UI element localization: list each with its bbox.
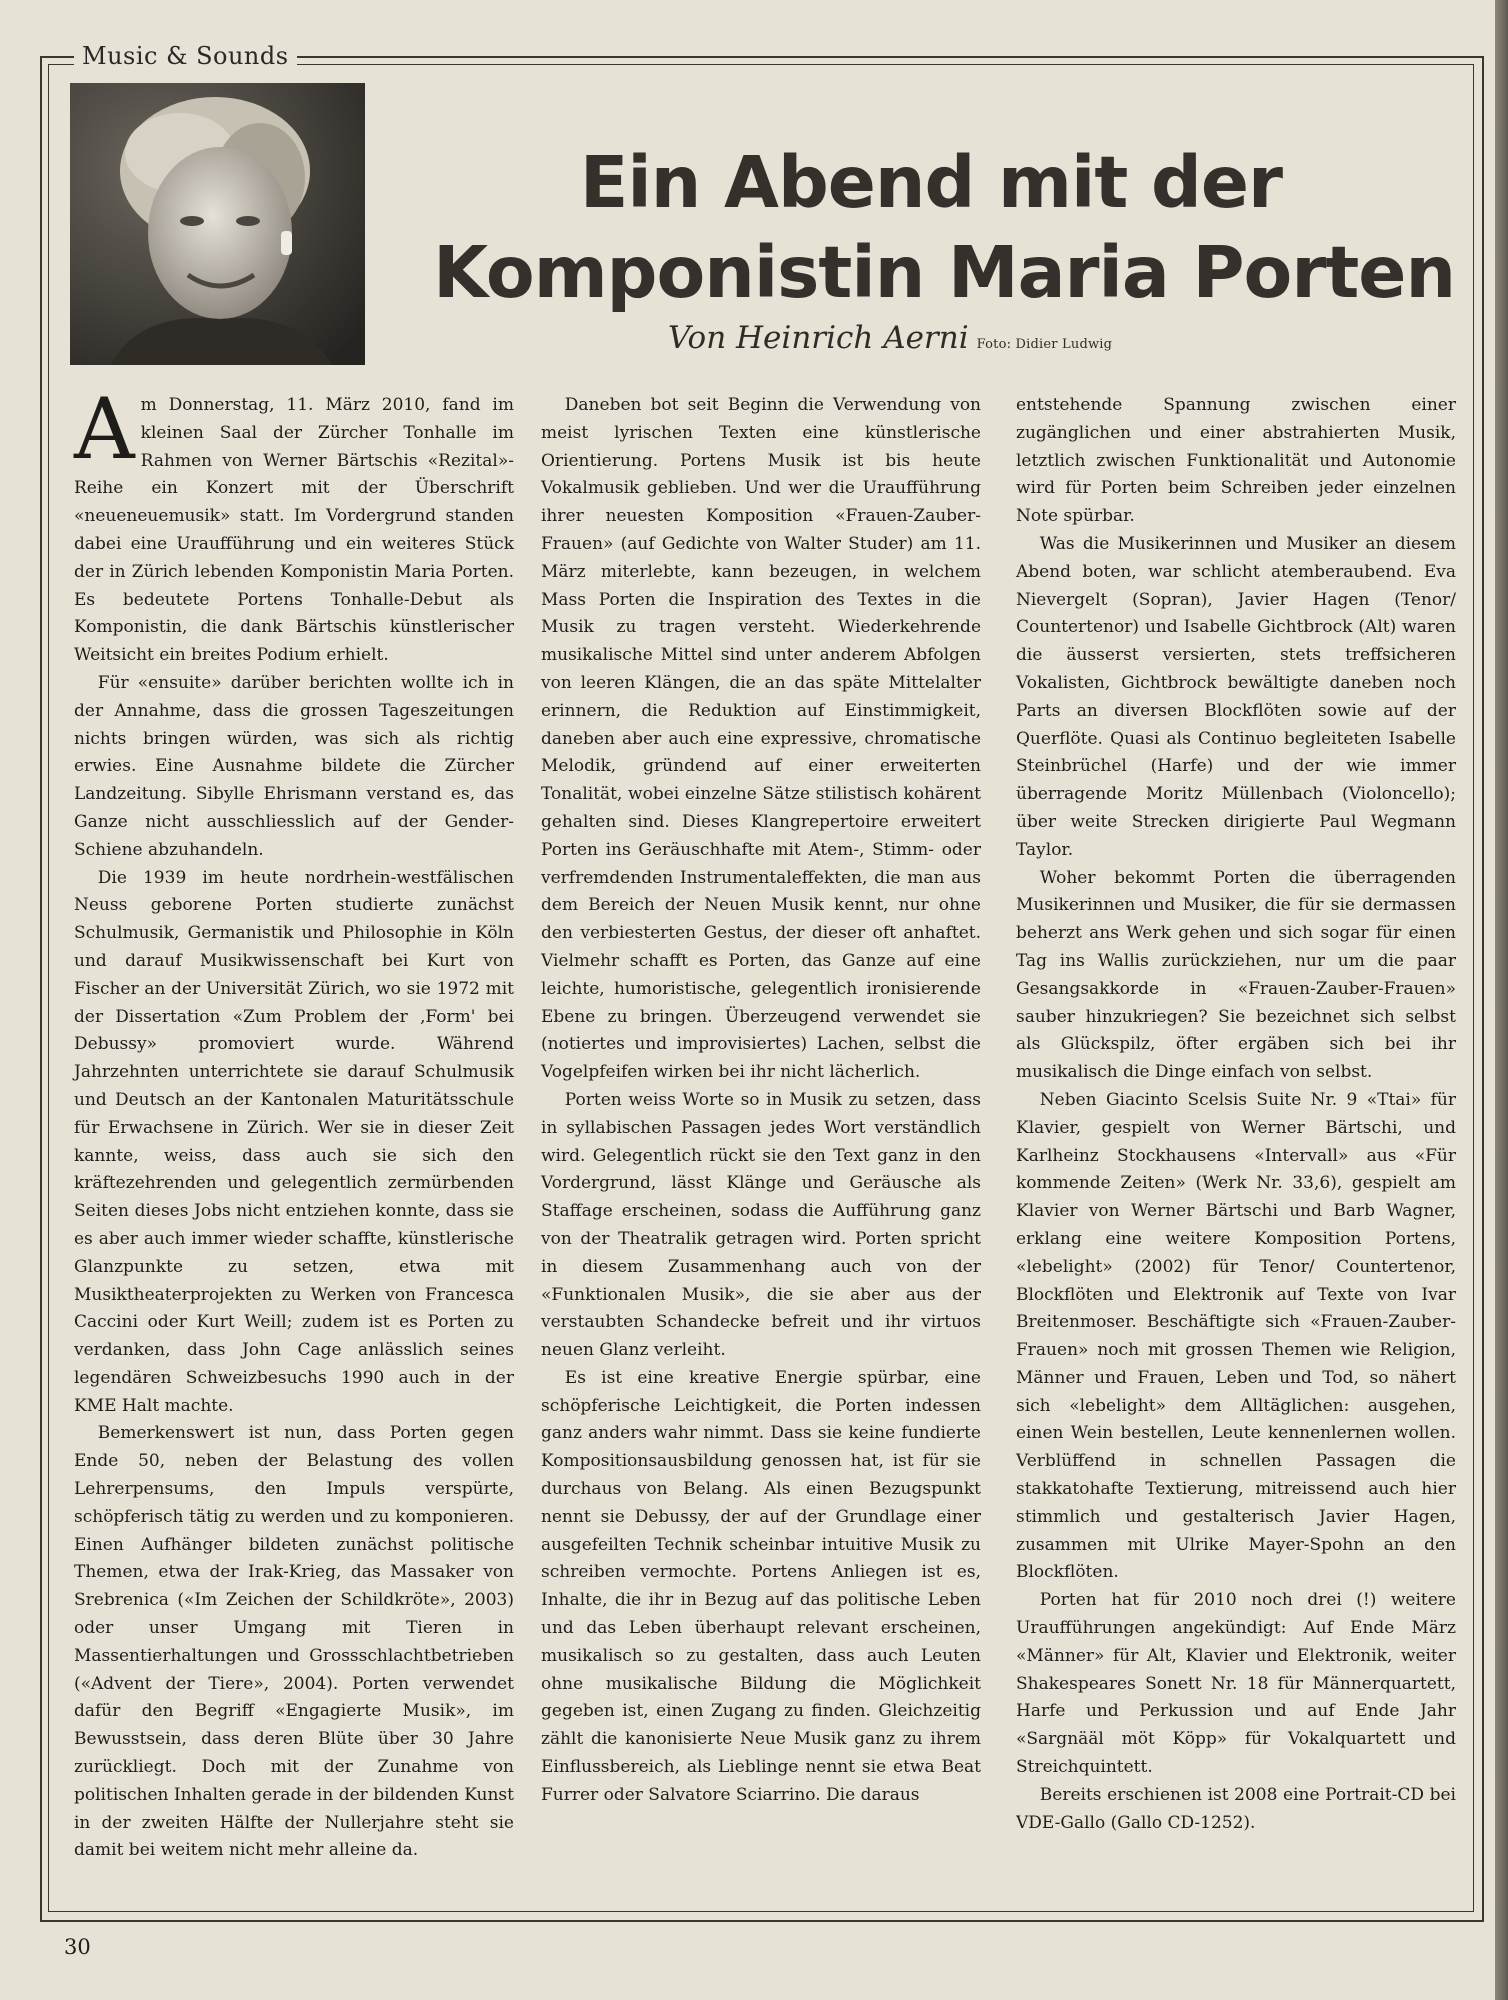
paragraph: Bereits erschienen ist 2008 eine Portrait-CD bei VDE-Gallo (Gallo CD-1252). <box>1016 1784 1456 1833</box>
paragraph <box>74 380 514 670</box>
paragraph: Porten hat für 2010 noch drei (!) weitere Uraufführungen angekündigt: Auf Ende März «Männer» für Alt, Klavier und Elektronik, weiter Shakespeares Sonett Nr. 18 für Männerquartett, Harfe und Perkussion und auf Ende Jahr «Sargnääl möt Köpp» für Vokalquartett und Streichquintett. <box>1016 1590 1456 1778</box>
paragraph: Neben Giacinto Scelsis Suite Nr. 9 «Ttai» für Klavier, gespielt von Werner Bärtschi, und Karlheinz Stockhausens «Intervall» aus «Für kommende Zeiten» (Werk Nr. 33,6), gespielt am Klavier von Werner Bärtschi und Barb Wagner, erklang eine weitere Komposition Portens, «lebelight» (2002) für Tenor/ Countertenor, Blockflöten und Elektronik auf Texte von Ivar Breitenmoser. Beschäftigte sich «Frauen-Zauber-Frauen» noch mit grossen Themen wie Religion, Männer und Frauen, Leben und Tod, so nähert sich «lebelight» dem Alltäglichen: ausgehen, einen Wein bestellen, Leute kennenlernen wollen. Verblüffend in schnellen Passagen die stakkatohafte Textierung, mitreissend auch hier stimmlich und gestalterisch Javier Hagen, zusammen mit Ulrike Mayer-Spohn an den Blockflöten. <box>1016 1089 1456 1583</box>
paragraph: entstehende Spannung zwischen einer zugänglichen und einer abstrahierten Musik, letztlich zwischen Funktionalität und Autonomie wird für Porten beim Schreiben jeder einzelnen Note spürbar. <box>1016 395 1456 527</box>
paragraph: Für «ensuite» darüber berichten wollte ich in der Annahme, dass die grossen Tageszeitungen nichts bringen würden, was sich als richtig erwies. Eine Ausnahme bildete die Zürcher Landzeitung. Sibylle Ehrismann verstand es, das Ganze nicht ausschliesslich auf der Gender-Schiene abzuhandeln. <box>74 672 514 860</box>
paragraph: Daneben bot seit Beginn die Verwendung von meist lyrischen Texten eine künstlerische Orientierung. Portens Musik ist bis heute Vokalmusik geblieben. Und wer die Uraufführung ihrer neuesten Komposition «Frauen-Zauber-Frauen» (auf Gedichte von Walter Studer) am 11. März miterlebte, kann bezeugen, in welchem Mass Porten die Inspiration des Textes in die Musik zu tragen versteht. Wiederkehrende musikalische Mittel sind unter anderem Abfolgen von leeren Klängen, die an das späte Mittelalter erinnern, die Reduktion auf Einstimmigkeit, daneben aber auch eine expressive, chromatische Melodik, gründend auf einer erweiterten Tonalität, wobei einzelne Sätze stilistisch kohärent gehalten sind. Dieses Klangrepertoire erweitert Porten ins Geräuschhafte mit Atem-, Stimm- oder verfremdenden Instrumentaleffekten, die man aus dem Bereich der Neuen Musik kennt, nur ohne den verbiesterten Gestus, der dieser oft anhaftet. Vielmehr schafft es Porten, das Ganze auf eine leichte, humoristische, gelegentlich ironisierende Ebene zu bringen. Überzeugend verwendet sie (notiertes und improvisiertes) Lachen, selbst die Vogelpfeifen wirken bei ihr nicht lächerlich. <box>541 395 981 1083</box>
article-column-1 <box>74 380 514 1865</box>
drop-cap: A <box>74 380 135 478</box>
paragraph: Bemerkenswert ist nun, dass Porten gegen Ende 50, neben der Belastung des vollen Lehrerpensums, den Impuls verspürte, schöpferisch tätig zu werden und zu komponieren. Einen Aufhänger bildeten zunächst politische Themen, etwa der Irak-Krieg, das Massaker von Srebrenica («Im Zeichen der Schildkröte», 2003) oder unser Umgang mit Tieren in Massentierhaltungen und Grossschlachtbetrieben («Advent der Tiere», 2004). Porten verwendet dafür den Begriff «Engagierte Musik», im Bewusstsein, dass deren Blüte über 30 Jahre zurückliegt. Doch mit der Zunahme von politischen Inhalten gerade in der bildenden Kunst in der zweiten Hälfte der Nullerjahre steht sie damit bei weitem nicht mehr alleine da. <box>74 1423 514 1861</box>
page-number: 30 <box>64 1935 91 1959</box>
paragraph: Es ist eine kreative Energie spürbar, eine schöpferische Leichtigkeit, die Porten indessen ganz anders wahr nimmt. Dass sie keine fundierte Kompositionsausbildung genossen hat, ist für sie durchaus von Belang. Als einen Bezugspunkt nennt sie Debussy, der auf der Grundlage einer ausgefeilten Technik scheinbar intuitive Musik zu schreiben vermochte. Portens Anliegen ist es, Inhalte, die ihr in Bezug auf das politische Leben und das Leben überhaupt relevant erscheinen, musikalisch so zu gestalten, dass auch Leuten ohne musikalische Bildung die Möglichkeit gegeben ist, einen Zugang zu finden. Gleichzeitig zählt die kanonisierte Neue Musik ganz zu ihrem Einflussbereich, als Lieblinge nennt sie etwa Beat Furrer oder Salvatore Sciarrino. Die daraus <box>541 1367 981 1805</box>
paragraph: Was die Musikerinnen und Musiker an diesem Abend boten, war schlicht atemberaubend. Eva Nievergelt (Sopran), Javier Hagen (Tenor/ Countertenor) und Isabelle Gichtbrock (Alt) waren die äusserst versierten, stets treffsicheren Vokalisten, Gichtbrock bewältigte daneben noch Parts an diversen Blockflöten sowie auf der Querflöte. Quasi als Continuo begleiteten Isabelle Steinbrüchel (Harfe) und der wie immer überragende Moritz Müllenbach (Violoncello); über weite Strecken dirigierte Paul Wegmann Taylor. <box>1016 533 1456 860</box>
paragraph: Woher bekommt Porten die überragenden Musikerinnen und Musiker, die für sie dermassen beherzt ans Werk gehen und sich sogar für einen Tag ins Wallis zurückziehen, nur um die paar Gesangsakkorde in «Frauen-Zauber-Frauen» sauber hinzukriegen? Sie bezeichnet sich selbst als Glückspilz, öfter ergäben sich bei ihr musikalisch die Dinge einfach von selbst. <box>1016 867 1456 1083</box>
article-column-3 <box>1016 392 1456 1837</box>
article-column-2 <box>541 392 981 1810</box>
scan-edge-shadow <box>1495 0 1508 2000</box>
paragraph: Die 1939 im heute nordrhein-westfälischen Neuss geborene Porten studierte zunächst Schulmusik, Germanistik und Philosophie in Köln und darauf Musikwissenschaft bei Kurt von Fischer an der Universität Zürich, wo sie 1972 mit der Dissertation «Zum Problem der ‚Form' bei Debussy» promoviert wurde. Während Jahrzehnten unterrichtete sie darauf Schulmusik und Deutsch an der Kantonalen Maturitätsschule für Erwachsene in Zürich. Wer sie in dieser Zeit kannte, weiss, dass auch sie sich den kräftezehrenden und gelegentlich zermürbenden Seiten dieses Jobs nicht entziehen konnte, dass sie es aber auch immer wieder schaffte, künstlerische Glanzpunkte zu setzen, etwa mit Musiktheaterprojekten zu Werken von Francesca Caccini oder Kurt Weill; zudem ist es Porten zu verdanken, dass John Cage anlässlich seines legendären Schweizbesuchs 1990 auch in der KME Halt machte. <box>74 867 514 1416</box>
headline-line-2: Komponistin Maria Porten <box>433 231 1455 314</box>
section-label: Music & Sounds <box>74 38 297 74</box>
headline-line-1: Ein Abend mit der <box>579 141 1282 224</box>
byline-author: Von Heinrich Aerni <box>668 320 969 356</box>
paragraph-text: m Donnerstag, 11. März 2010, fand im kleinen Saal der Zürcher Tonhalle im Rahmen von Werner Bärtschis «Rezital»-Reihe ein Konzert mit der Überschrift «neueneuemusik» statt. Im Vordergrund standen dabei eine Uraufführung und ein weiteres Stück der in Zürich lebenden Komponistin Maria Porten. Es bedeutete Portens Tonhalle-Debut als Komponistin, die dank Bärtschis künstlerischer Weitsicht ein breites Podium erhielt. <box>74 395 514 666</box>
byline <box>668 318 1112 365</box>
paragraph: Porten weiss Worte so in Musik zu setzen, dass in syllabischen Passagen jedes Wort verständlich wird. Gelegentlich rückt sie den Text ganz in den Vordergrund, lässt Klänge und Geräusche als Staffage erscheinen, sodass die Aufführung ganz von der Theatralik getragen wird. Porten spricht in diesem Zusammenhang auch von der «Funktionalen Musik», die sie aber aus der verstaubten Schandecke befreit und ihr virtuos neuen Glanz verleiht. <box>541 1089 981 1361</box>
photo-credit: Foto: Didier Ludwig <box>976 337 1113 352</box>
article-headline <box>0 138 1455 318</box>
